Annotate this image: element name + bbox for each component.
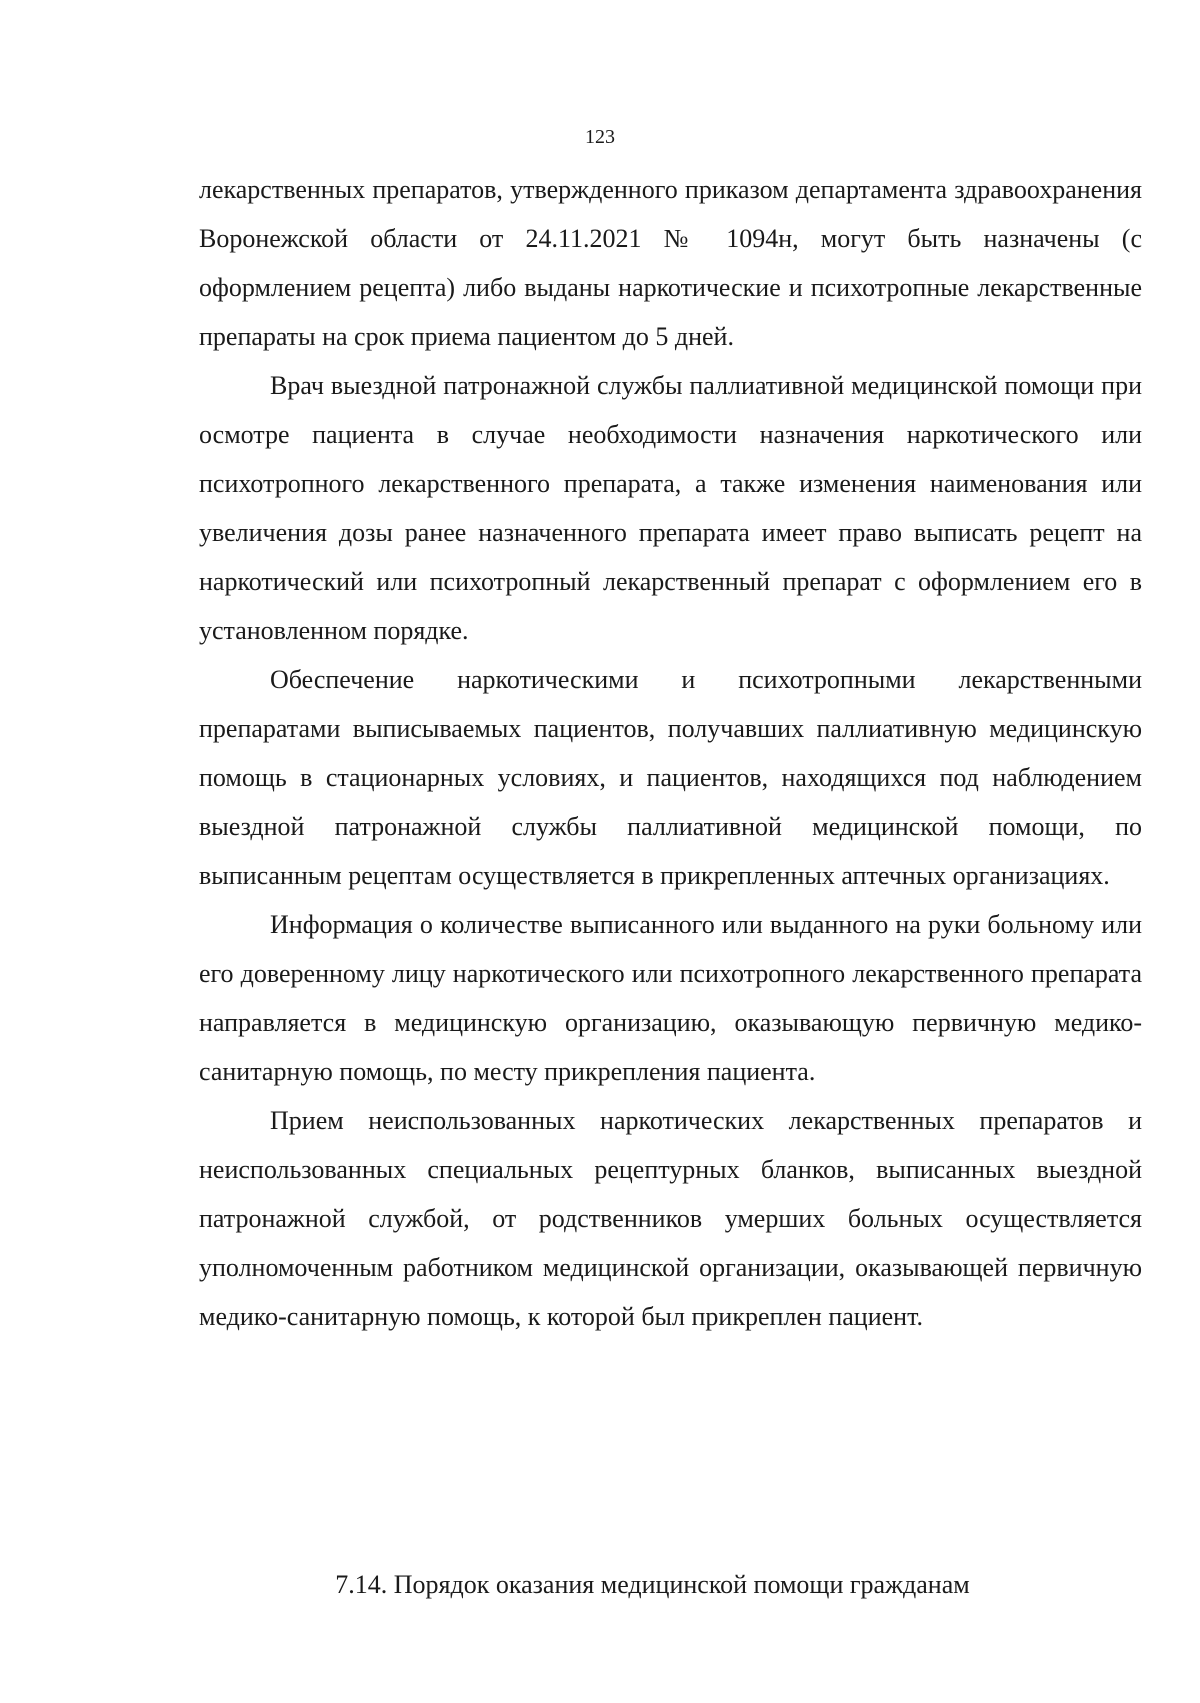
body-text <box>199 165 1142 1341</box>
page-number: 123 <box>585 126 615 148</box>
paragraph-1: лекарственных препаратов, утвержденного приказом департамента здравоохранения Воронежской области от 24.11.2021 № 1094н, могут быть назначены (с оформлением рецепта) либо выданы наркотические и психотропные лекарственные препараты на срок приема пациентом до 5 дней. <box>199 175 1142 351</box>
paragraph-4: Информация о количестве выписанного или выданного на руки больному или его доверенному лицу наркотического или психотропного лекарственного препарата направляется в медицинскую организацию, оказывающую первичную медико-санитарную помощь, по месту прикрепления пациента. <box>199 910 1142 1086</box>
section-heading: 7.14. Порядок оказания медицинской помощи гражданам <box>335 1570 970 1599</box>
paragraph-3: Обеспечение наркотическими и психотропными лекарственными препаратами выписываемых пациентов, получавших паллиативную медицинскую помощь в стационарных условиях, и пациентов, находящихся под наблюдением выездной патронажной службы паллиативной медицинской помощи, по выписанным рецептам осуществляется в прикрепленных аптечных организациях. <box>199 665 1142 890</box>
paragraph-5: Прием неиспользованных наркотических лекарственных препаратов и неиспользованных специальных рецептурных бланков, выписанных выездной патронажной службой, от родственников умерших больных осуществляется уполномоченным работником медицинской организации, оказывающей первичную медико-санитарную помощь, к которой был прикреплен пациент. <box>199 1106 1142 1331</box>
paragraph-2: Врач выездной патронажной службы паллиативной медицинской помощи при осмотре пациента в случае необходимости назначения наркотического или психотропного лекарственного препарата, а также изменения наименования или увеличения дозы ранее назначенного препарата имеет право выписать рецепт на наркотический или психотропный лекарственный препарат с оформлением его в установленном порядке. <box>199 371 1142 645</box>
